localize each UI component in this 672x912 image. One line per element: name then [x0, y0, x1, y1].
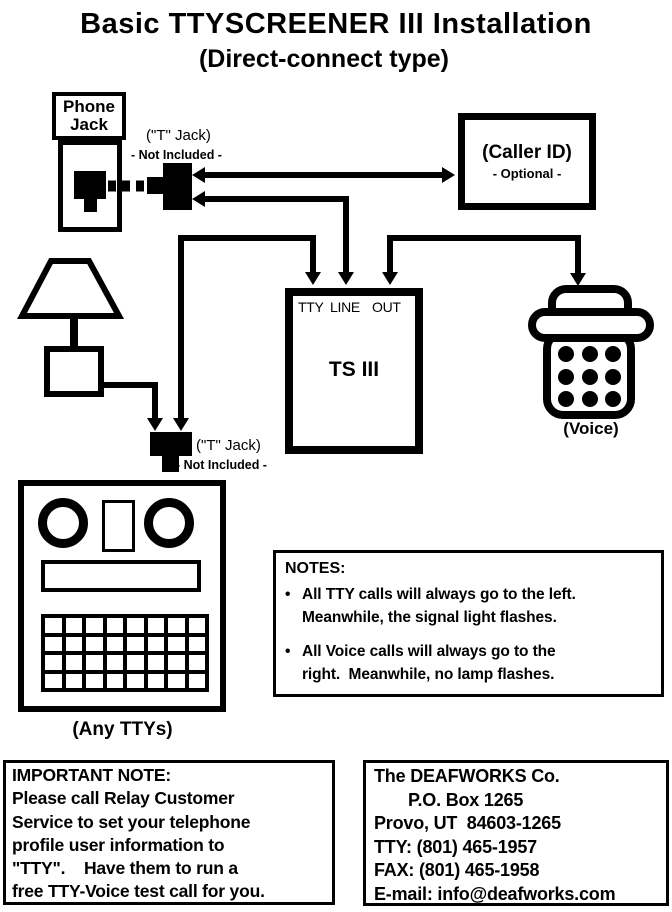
arrowhead-right-icon [442, 167, 455, 183]
tsiii-port-out: OUT [372, 299, 401, 315]
phone-plug-icon [74, 171, 106, 199]
phone-plug-tab [84, 199, 97, 212]
lamp-base [47, 349, 101, 394]
tsiii-port-line: LINE [330, 299, 360, 315]
tty-keyboard [41, 614, 209, 692]
deafworks-email: E-mail: info@deafworks.com [374, 883, 616, 904]
important-note-line: Service to set your telephone [12, 811, 251, 832]
wire-out-port-phone [390, 238, 578, 273]
deafworks-company: The DEAFWORKS Co. [374, 766, 560, 786]
arrowhead-down-icon [147, 418, 163, 431]
voice-phone-label: (Voice) [563, 419, 619, 438]
page-title: Basic TTYSCREENER III Installation [80, 8, 592, 40]
wire-lamp-tjack2 [101, 385, 155, 418]
lamp-stem [70, 316, 78, 349]
phone-keypad-dots [558, 346, 621, 407]
t-jack-bottom-note: - Not Included - [176, 458, 267, 472]
tty-display [41, 560, 201, 592]
note-item-tty [285, 583, 653, 629]
important-note-line: free TTY-Voice test call for you. [12, 881, 265, 902]
important-note-line: "TTY". Have them to run a [12, 858, 238, 879]
page-subtitle: (Direct-connect type) [198, 45, 450, 73]
arrowhead-down-icon [338, 272, 354, 285]
important-note-box [3, 760, 335, 905]
phone-cradle-bar [532, 312, 650, 338]
t-jack-top-icon [163, 163, 192, 210]
arrowhead-down-icon [382, 272, 398, 285]
note-line: right. Meanwhile, no lamp flashes. [302, 666, 555, 683]
notes-box [273, 550, 664, 697]
t-jack-bottom-label: ("T" Jack) [196, 437, 261, 454]
t-jack-top-label: ("T" Jack) [146, 127, 211, 144]
notes-title: NOTES: [285, 560, 346, 577]
deafworks-pobox: P.O. Box 1265 [408, 789, 524, 810]
tsiii-port-tty: TTY [298, 299, 324, 315]
caller-id-note: - Optional - [492, 166, 562, 181]
tsiii-name: TS III [328, 358, 380, 381]
phone-jack-label-line1: Phone [63, 97, 115, 116]
arrowhead-left-icon [192, 191, 205, 207]
deafworks-fax-number: FAX: (801) 465-1958 [374, 860, 540, 881]
lamp-shade-icon [22, 261, 119, 316]
phone-jack-label-line2: Jack [70, 115, 108, 134]
note-line: Meanwhile, the signal light flashes. [302, 609, 557, 626]
tsiii-unit-box [285, 288, 423, 454]
t-jack-bottom-icon [150, 432, 192, 456]
caller-id-title: (Caller ID) [482, 142, 572, 163]
arrowhead-down-icon [173, 418, 189, 431]
note-item-voice [285, 640, 653, 686]
arrowhead-down-icon [570, 273, 586, 286]
t-jack-top-note: - Not Included - [131, 148, 222, 162]
t-jack-top-stem [147, 177, 163, 194]
bullet-icon: • [285, 643, 291, 660]
caller-id-box [458, 113, 596, 210]
note-line: All TTY calls will always go to the left. [302, 586, 576, 603]
deafworks-contact-box [363, 760, 669, 906]
bullet-icon: • [285, 586, 291, 603]
deafworks-tty-number: TTY: (801) 465-1957 [374, 836, 537, 857]
tty-paper-slot [102, 500, 135, 552]
tty-coupler-right-icon [144, 498, 194, 548]
arrowhead-down-icon [305, 272, 321, 285]
deafworks-city: Provo, UT 84603-1265 [374, 813, 561, 834]
note-line: All Voice calls will always go to the [302, 643, 556, 660]
important-note-line: IMPORTANT NOTE: [12, 765, 172, 785]
important-note-line: profile user information to [12, 834, 225, 855]
arrowhead-left-icon [192, 167, 205, 183]
tty-device-illustration [18, 480, 226, 712]
any-ttys-label: (Any TTYs) [72, 719, 173, 740]
tty-coupler-left-icon [38, 498, 88, 548]
important-note-line: Please call Relay Customer [12, 788, 235, 809]
